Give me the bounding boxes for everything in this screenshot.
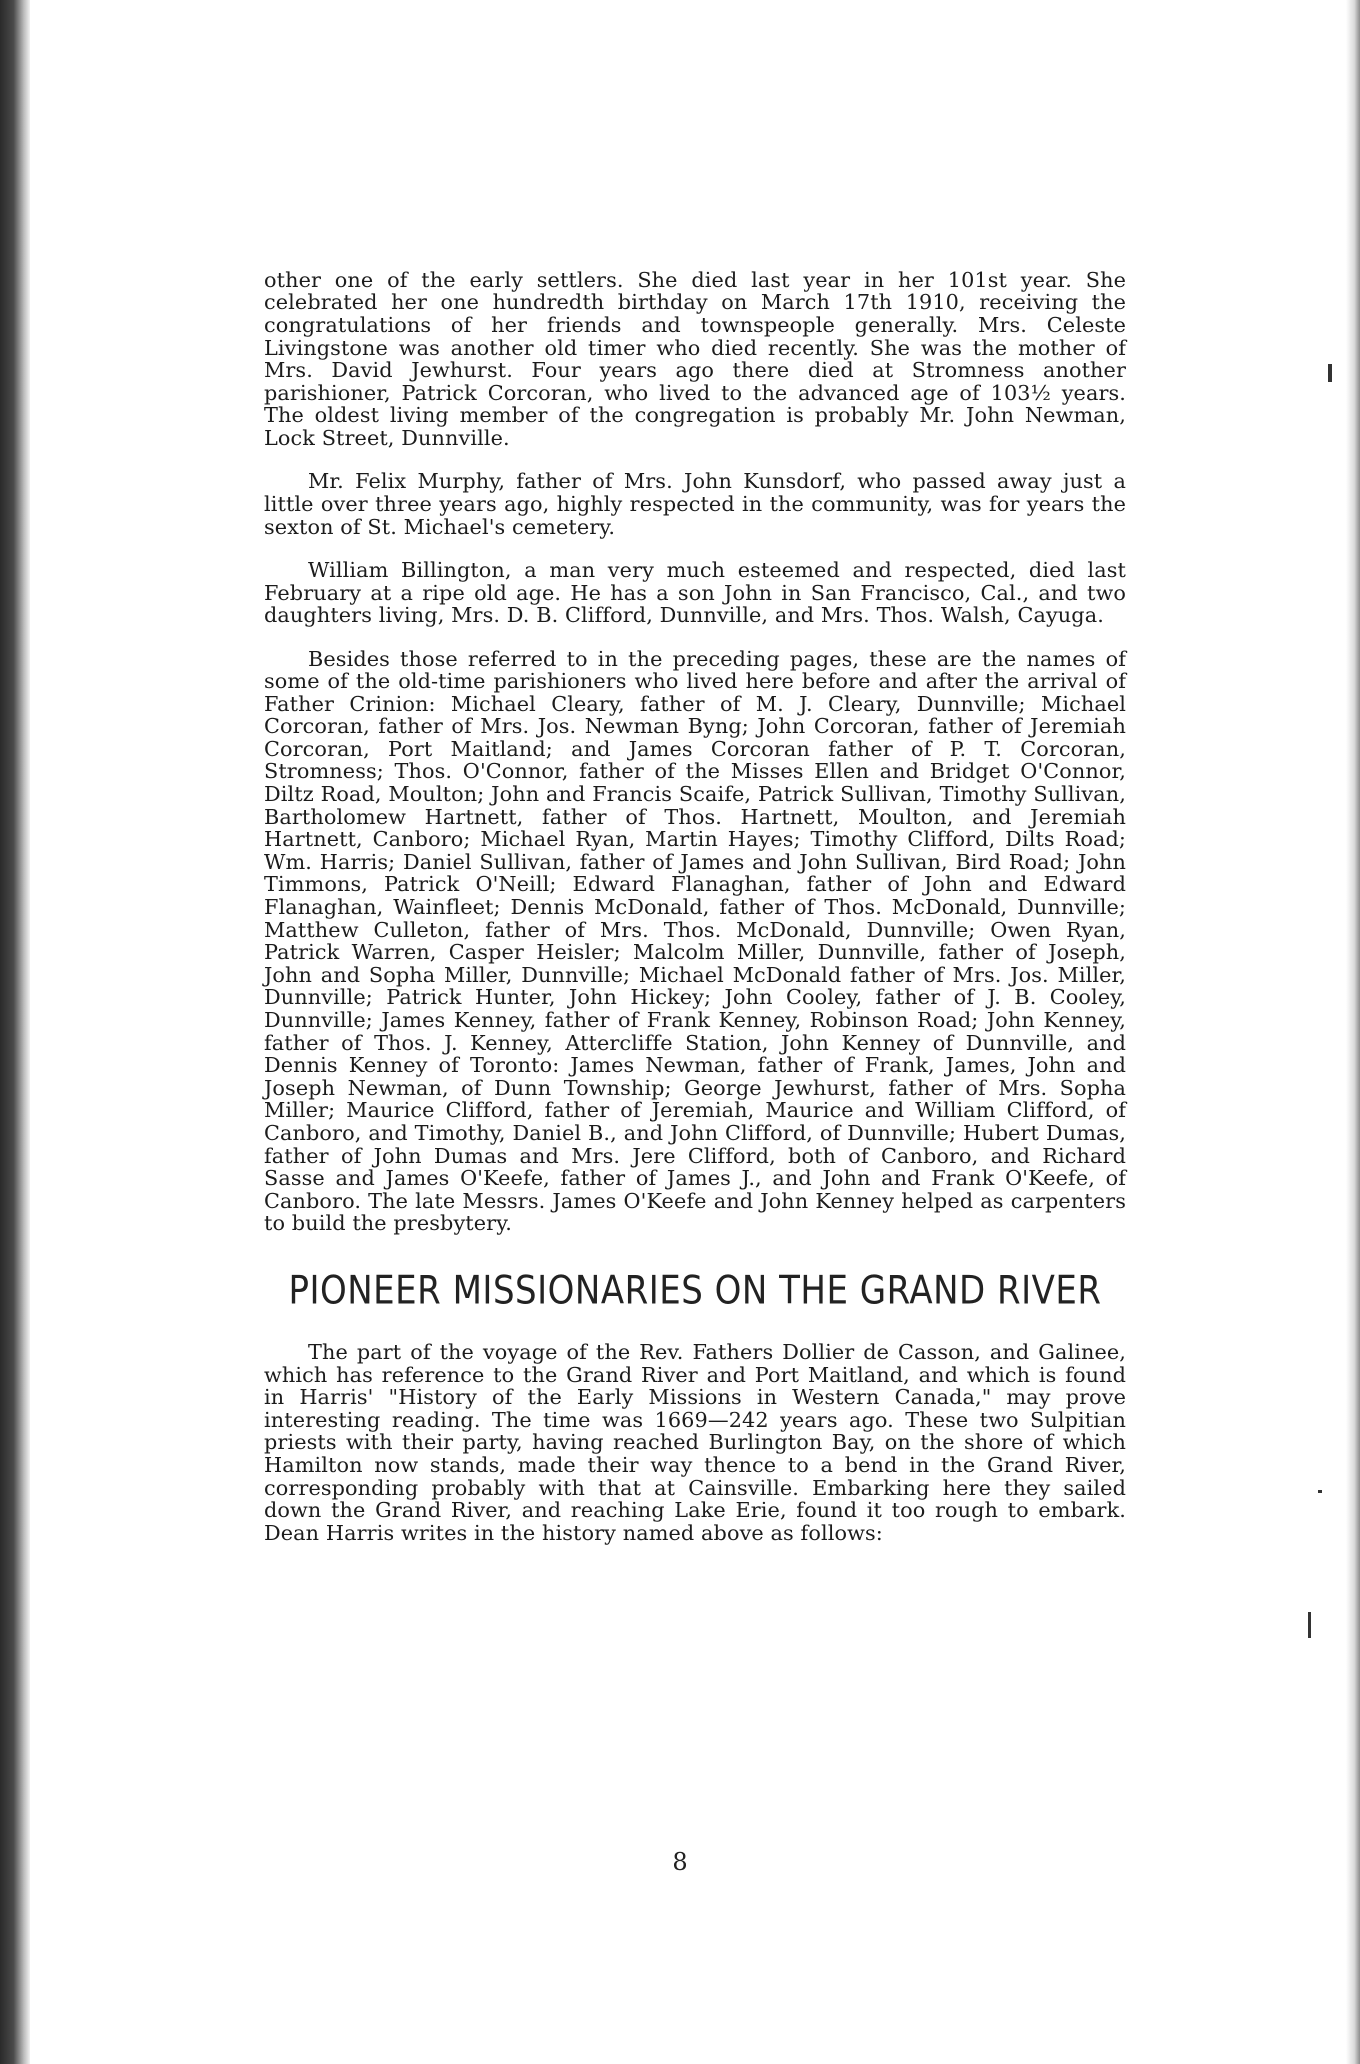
page-number: 8 [672,1848,688,1876]
paragraph: Mr. Felix Murphy, father of Mrs. John Kunsdorf, who passed away just a little over three years ago, highly respected in the community, was for years the sexton of St. Michael's cemetery. [264,469,1126,539]
scan-mark [1328,364,1332,382]
text-block-bottom [264,1341,1126,1544]
paragraph: other one of the early settlers. She died last year in her 101st year. She celebrated her one hundredth birthday on March 17th 1910, receiving the congratulations of her friends and townspeople generally. Mrs. Celeste Livingstone was another old timer who died recently. She was the mother of Mrs. David Jewhurst. Four years ago there died at Stromness another parishioner, Patrick Corcoran, who lived to the advanced age of 103½ years. The oldest living member of the congregation is probably Mr. John Newman, Lock Street, Dunnville. [264,267,1126,450]
book-spine-shadow [0,0,30,2064]
section-heading: PIONEER MISSIONARIES ON THE GRAND RIVER [288,1267,1102,1314]
page-edge-shadow [1346,0,1360,2064]
scan-mark [1308,1612,1311,1638]
paragraph: Besides those referred to in the preceding pages, these are the names of some of the old-time parishioners who lived here before and after the arrival of Father Crinion: Michael Cleary, father of M. J. Cleary, Dunnville; Michael Corcoran, father of Mrs. Jos. Newman Byng; John Corcoran, father of Jeremiah Corcoran, Port Maitland; and James Corcoran father of P. T. Corcoran, Stromness; Thos. O'Connor, father of the Misses Ellen and Bridget O'Connor, Diltz Road, Moulton; John and Francis Scaife, Patrick Sullivan, Timothy Sullivan, Bartholomew Hartnett, father of Thos. Hartnett, Moulton, and Jeremiah Hartnett, Canboro; Michael Ryan, Martin Hayes; Timothy Clifford, Dilts Road; Wm. Harris; Daniel Sullivan, father of James and John Sullivan, Bird Road; John Timmons, Patrick O'Neill; Edward Flanaghan, father of John and Edward Flanaghan, Wainfleet; Dennis McDonald, father of Thos. McDonald, Dunnville; Matthew Culleton, father of Mrs. Thos. McDonald, Dunnville; Owen Ryan, Patrick Warren, Casper Heisler; Malcolm Miller, Dunnville, father of Joseph, John and Sopha Miller, Dunnville; Michael McDonald father of Mrs. Jos. Miller, Dunnville; Patrick Hunter, John Hickey; John Cooley, father of J. B. Cooley, Dunnville; James Kenney, father of Frank Kenney, Robinson Road; John Kenney, father of Thos. J. Kenney, Attercliffe Station, John Kenney of Dunnville, and Dennis Kenney of Toronto: James Newman, father of Frank, James, John and Joseph Newman, of Dunn Township; George Jewhurst, father of Mrs. Sopha Miller; Maurice Clifford, father of Jeremiah, Maurice and William Clifford, of Canboro, and Timothy, Daniel B., and John Clifford, of Dunnville; Hubert Dumas, father of John Dumas and Mrs. Jere Clifford, both of Canboro, and Richard Sasse and James O'Keefe, father of James J., and John and Frank O'Keefe, of Canboro. The late Messrs. James O'Keefe and John Kenney helped as carpenters to build the presbytery. [264,646,1126,1236]
text-block-top [264,269,1126,1235]
paragraph: William Billington, a man very much esteemed and respected, died last February at a ripe old age. He has a son John in San Francisco, Cal., and two daughters living, Mrs. D. B. Clifford, Dunnville, and Mrs. Thos. Walsh, Cayuga. [264,557,1126,628]
paragraph: The part of the voyage of the Rev. Fathers Dollier de Casson, and Galinee, which has reference to the Grand River and Port Maitland, and which is found in Harris' "History of the Early Missions in Western Canada," may prove interesting reading. The time was 1669—242 years ago. These two Sulpitian priests with their party, having reached Burlington Bay, on the shore of which Hamilton now stands, made their way thence to a bend in the Grand River, corresponding probably with that at Cainsville. Embarking here they sailed down the Grand River, and reaching Lake Erie, found it too rough to embark. Dean Harris writes in the history named above as follows: [264,1339,1126,1545]
scan-mark [1318,1490,1322,1493]
document-page [264,248,1126,1565]
